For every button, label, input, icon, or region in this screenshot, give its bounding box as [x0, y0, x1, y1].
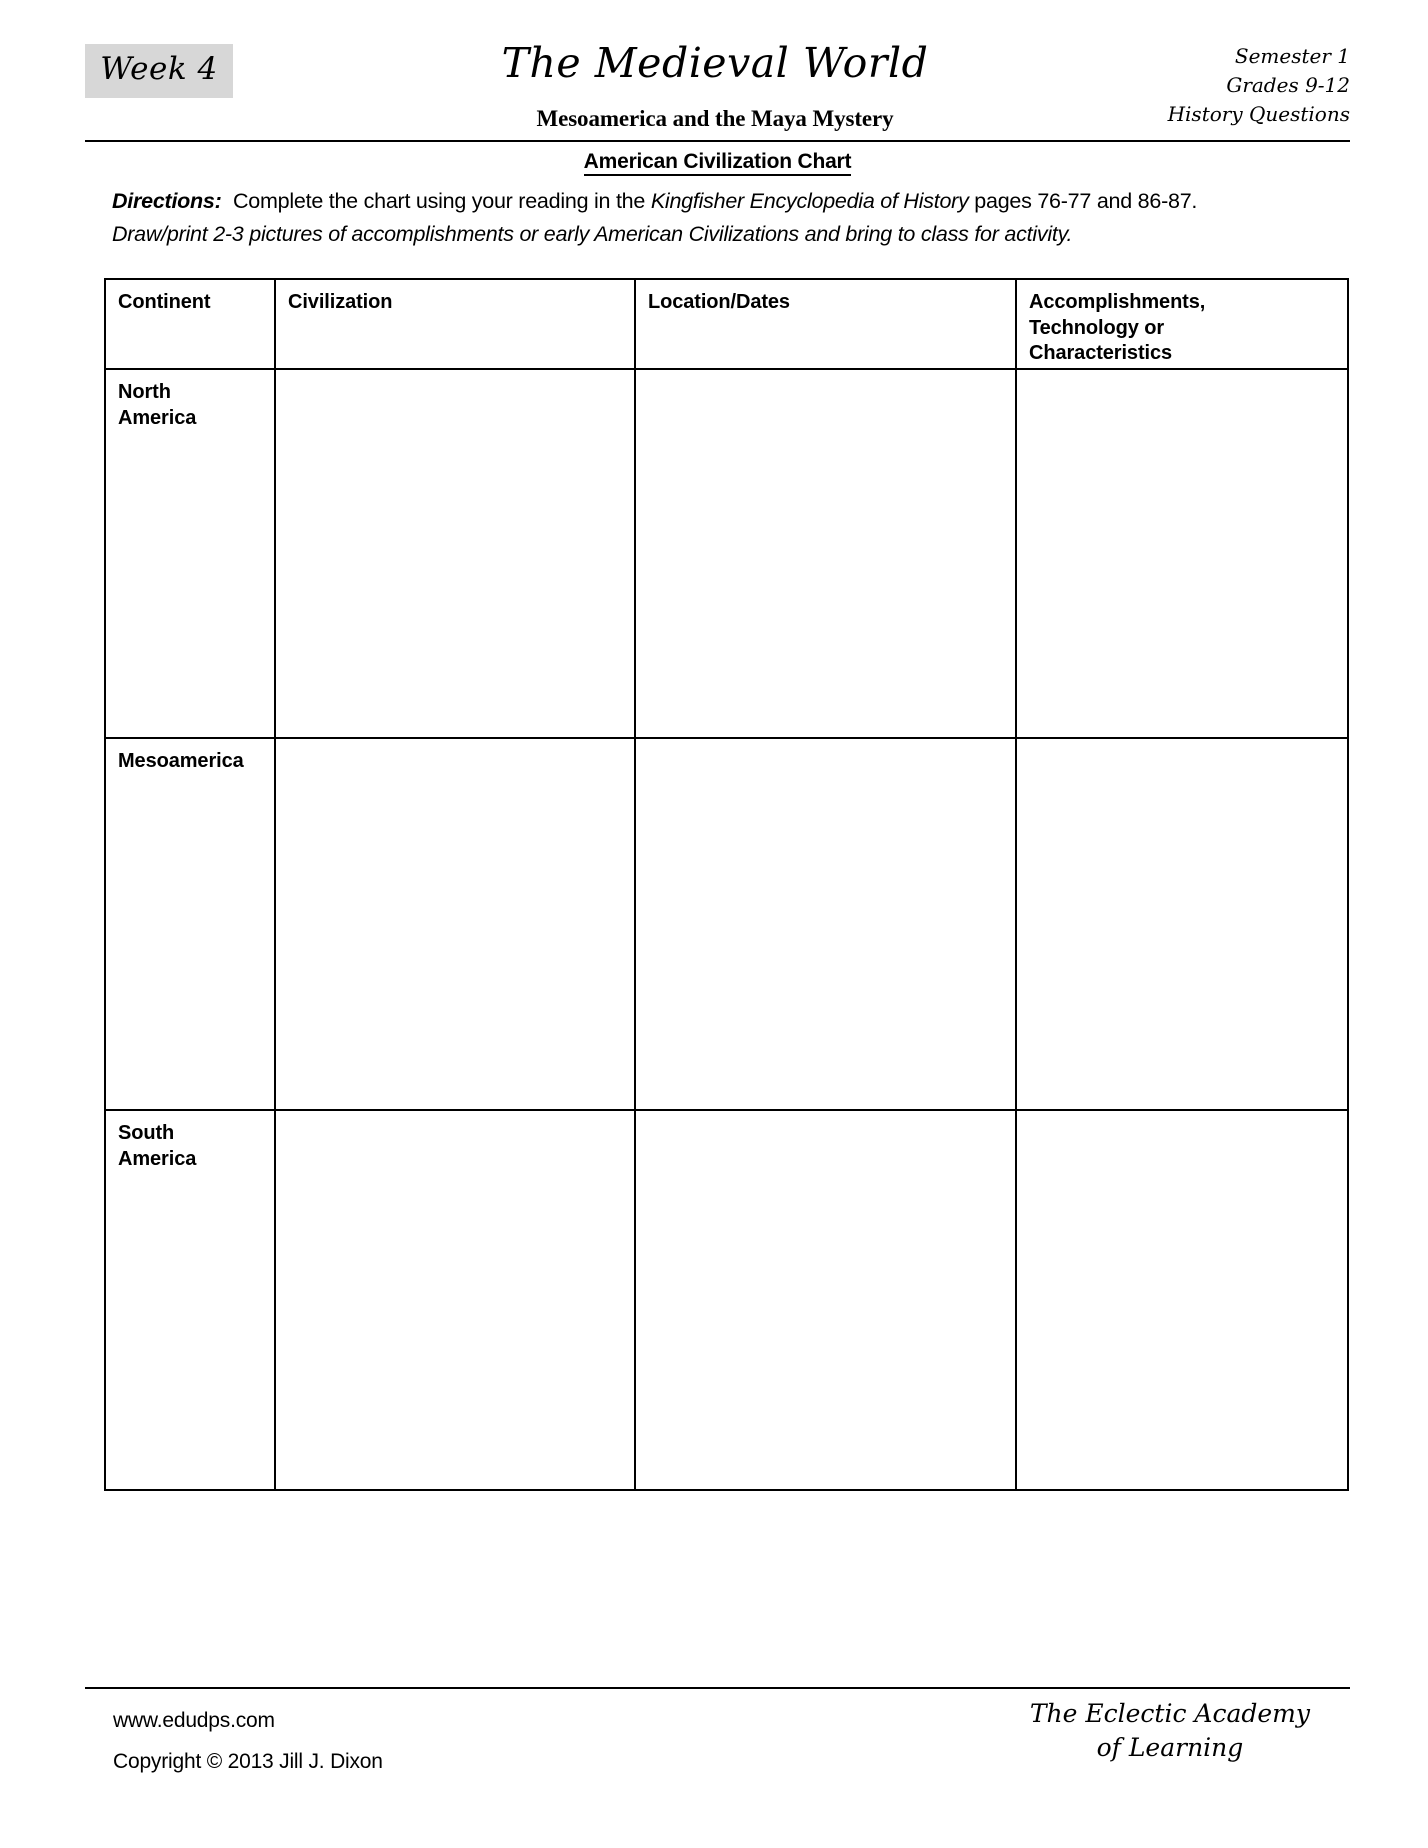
footer-website[interactable]: www.edudps.com: [113, 1709, 275, 1732]
directions-text-part1: Complete the chart using your reading in the: [233, 189, 651, 213]
directions-text-part2: pages 76-77 and 86-87.: [968, 189, 1198, 213]
table-header-row: [105, 279, 1348, 369]
civilization-chart-table: [104, 278, 1349, 1491]
row-label-line1: Mesoamerica: [118, 750, 244, 772]
row-label-line1: North: [118, 381, 171, 403]
semester-label: Semester 1: [1234, 44, 1350, 68]
column-header-accomplishments-line2: Technology or: [1029, 316, 1164, 339]
cell-accomplishments-south-america[interactable]: [1016, 1110, 1348, 1490]
table-row: [105, 1110, 1348, 1490]
cell-location-dates-south-america[interactable]: [635, 1110, 1016, 1490]
directions-line2: Draw/print 2-3 pictures of accomplishments or early American Civilizations and bring to class for activity.: [112, 221, 1073, 246]
week-badge: [85, 44, 233, 98]
column-header-accomplishments-line1: Accomplishments,: [1029, 291, 1206, 313]
column-header-accomplishments: [1016, 279, 1348, 369]
week-badge-label: Week 4: [100, 50, 218, 87]
footer-brand-line2: of Learning: [1096, 1732, 1244, 1762]
table-row: [105, 369, 1348, 738]
column-header-civilization: Civilization: [275, 279, 635, 369]
subject-label: History Questions: [1167, 102, 1350, 127]
row-label-south-america: [105, 1110, 275, 1490]
page-header: [85, 22, 1350, 134]
cell-civilization-north-america[interactable]: [275, 369, 635, 738]
page-title: The Medieval World: [501, 39, 929, 87]
table-row: [105, 738, 1348, 1110]
column-header-location-dates: Location/Dates: [635, 279, 1016, 369]
cell-civilization-south-america[interactable]: [275, 1110, 635, 1490]
header-divider: [85, 140, 1350, 142]
row-label-line1: South: [118, 1122, 175, 1144]
grades-label: Grades 9-12: [1226, 73, 1350, 98]
footer-left: [113, 1701, 383, 1783]
chart-title: [85, 150, 1350, 174]
footer-divider: [85, 1687, 1350, 1689]
directions-label: Directions:: [112, 189, 222, 213]
row-label-line2: America: [118, 1147, 197, 1170]
cell-location-dates-mesoamerica[interactable]: [635, 738, 1016, 1110]
cell-accomplishments-mesoamerica[interactable]: [1016, 738, 1348, 1110]
cell-accomplishments-north-america[interactable]: [1016, 369, 1348, 738]
page-subtitle: Mesoamerica and the Maya Mystery: [536, 106, 894, 132]
directions-block: [112, 186, 1362, 249]
footer-brand-line1: The Eclectic Academy: [1029, 1699, 1310, 1728]
row-label-mesoamerica: [105, 738, 275, 1110]
cell-location-dates-north-america[interactable]: [635, 369, 1016, 738]
row-label-north-america: [105, 369, 275, 738]
title-block: [335, 22, 1095, 132]
row-label-line2: America: [118, 406, 197, 429]
column-header-continent: Continent: [105, 279, 275, 369]
directions-book-title: Kingfisher Encyclopedia of History: [650, 189, 969, 213]
chart-title-text: American Civilization Chart: [584, 150, 852, 176]
directions-spacer: [222, 189, 233, 213]
column-header-accomplishments-line3: Characteristics: [1029, 342, 1173, 365]
footer-brand: [1030, 1697, 1310, 1765]
footer-copyright: Copyright © 2013 Jill J. Dixon: [113, 1749, 383, 1773]
header-meta: [1168, 42, 1350, 130]
cell-civilization-mesoamerica[interactable]: [275, 738, 635, 1110]
